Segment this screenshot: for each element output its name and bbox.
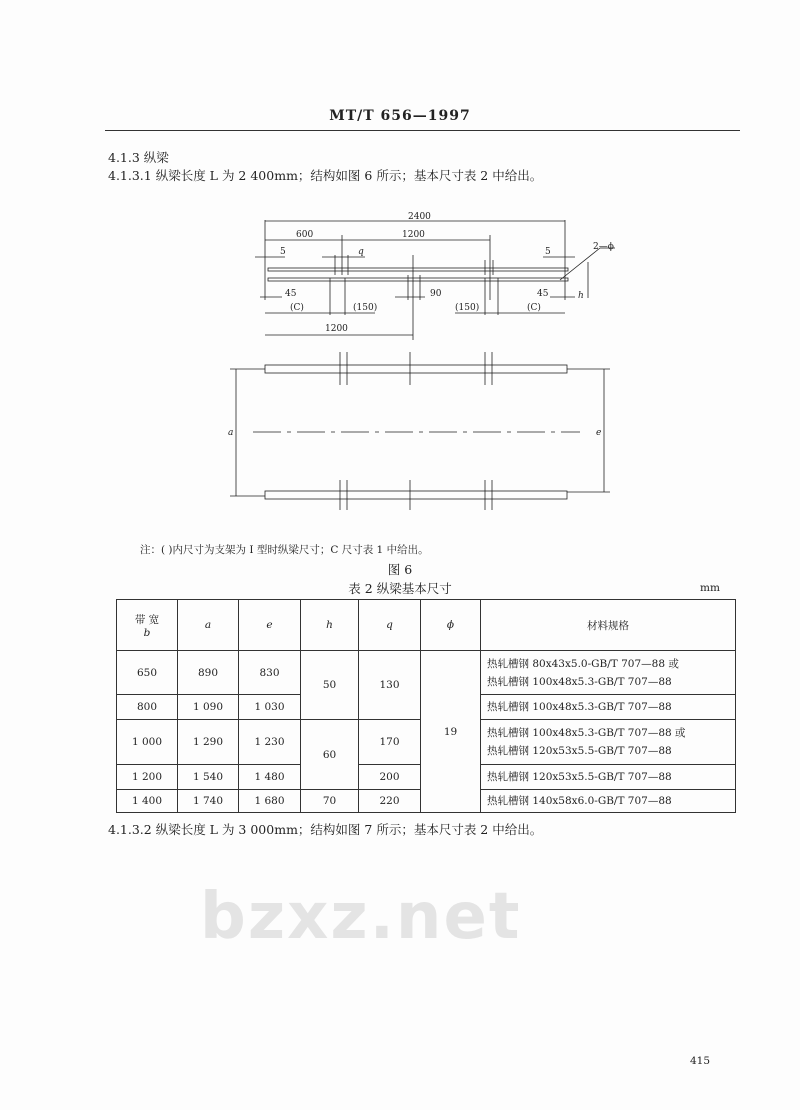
dim-90: 90: [430, 289, 442, 299]
dim-total: 2400: [408, 212, 431, 222]
table-row: [117, 651, 736, 695]
standard-header: MT/T 656—1997: [329, 108, 471, 124]
header-material: 材料规格: [481, 600, 736, 651]
dim-q: q: [358, 247, 364, 257]
cell-q: 200: [359, 765, 421, 790]
dim-1200-bottom: 1200: [325, 324, 348, 334]
section-4-1-3-1: 4.1.3.1 纵梁长度 L 为 2 400mm；结构如图 6 所示；基本尺寸表 2 中给出。: [108, 168, 543, 183]
cell-h: 50: [301, 651, 359, 720]
cell-phi: 19: [421, 651, 481, 813]
table-2: [116, 599, 736, 813]
cell-material: 热轧槽钢 100x48x5.3-GB/T 707—88: [481, 695, 736, 720]
dim-5-left: 5: [280, 247, 286, 257]
dim-5-right: 5: [545, 247, 551, 257]
cell-a: 1 540: [178, 765, 239, 790]
cell-a: 1 090: [178, 695, 239, 720]
cell-e: 1 230: [239, 720, 301, 765]
cell-e: 830: [239, 651, 301, 695]
dim-1200-top: 1200: [402, 230, 425, 240]
figure-note: 注：( )内尺寸为支架为 I 型时纵梁尺寸；C 尺寸表 1 中给出。: [140, 544, 429, 556]
dim-c-left: (C): [290, 303, 304, 313]
dim-e: e: [596, 428, 602, 438]
dim-150-right: (150): [455, 303, 480, 313]
cell-a: 890: [178, 651, 239, 695]
cell-b: 1 400: [117, 790, 178, 813]
cell-b: 1 200: [117, 765, 178, 790]
dim-45-left: 45: [285, 289, 297, 299]
cell-e: 1 030: [239, 695, 301, 720]
cell-material: 热轧槽钢 120x53x5.5-GB/T 707—88: [481, 765, 736, 790]
dim-h: h: [578, 291, 584, 301]
table-unit: mm: [700, 582, 720, 594]
dim-hole: 2—ϕ: [593, 242, 614, 252]
figure-caption: 图 6: [387, 562, 413, 577]
cell-material: 热轧槽钢 80x43x5.0-GB/T 707—88 或 热轧槽钢 100x48x5.3-GB/T 707—88: [481, 651, 736, 695]
cell-h: 60: [301, 720, 359, 790]
header-phi: ϕ: [421, 600, 481, 651]
dim-600: 600: [296, 230, 314, 240]
cell-b: 800: [117, 695, 178, 720]
header-e: e: [239, 600, 301, 651]
dim-45-right: 45: [537, 289, 549, 299]
header-a: a: [178, 600, 239, 651]
section-4-1-3-2: 4.1.3.2 纵梁长度 L 为 3 000mm；结构如图 7 所示；基本尺寸表 2 中给出。: [108, 822, 543, 837]
cell-a: 1 740: [178, 790, 239, 813]
cell-a: 1 290: [178, 720, 239, 765]
cell-b: 1 000: [117, 720, 178, 765]
dim-150-left: (150): [353, 303, 378, 313]
section-4-1-3: 4.1.3 纵梁: [108, 150, 169, 165]
cell-q: 130: [359, 651, 421, 720]
figure-6-drawing: [0, 0, 800, 540]
cell-e: 1 480: [239, 765, 301, 790]
header-b: 带 宽 b: [117, 600, 178, 651]
header-q: q: [359, 600, 421, 651]
page-number: 415: [690, 1055, 711, 1067]
watermark: bzxz.net: [200, 880, 522, 954]
cell-b: 650: [117, 651, 178, 695]
table-title: 表 2 纵梁基本尺寸: [348, 581, 452, 596]
cell-q: 170: [359, 720, 421, 765]
cell-q: 220: [359, 790, 421, 813]
header-h: h: [301, 600, 359, 651]
cell-material: 热轧槽钢 100x48x5.3-GB/T 707—88 或 热轧槽钢 120x53x5.5-GB/T 707—88: [481, 720, 736, 765]
dim-a: a: [228, 428, 234, 438]
table-header-row: [117, 600, 736, 651]
cell-h: 70: [301, 790, 359, 813]
dim-c-right: (C): [527, 303, 541, 313]
cell-e: 1 680: [239, 790, 301, 813]
cell-material: 热轧槽钢 140x58x6.0-GB/T 707—88: [481, 790, 736, 813]
